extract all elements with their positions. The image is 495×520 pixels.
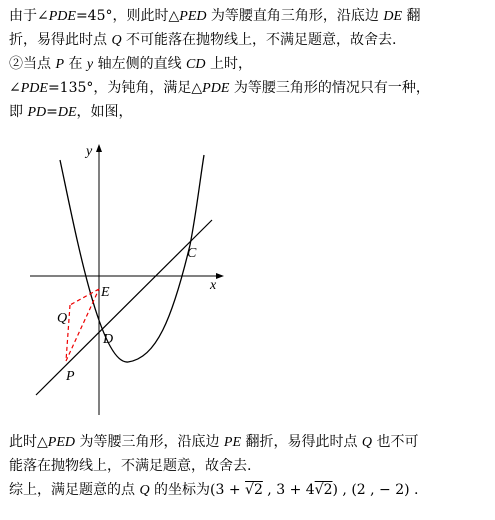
text-line: 能落在抛物线上，不满足题意，故舍去. (9, 458, 252, 474)
answer-point-2: (2 , − 2) (351, 482, 410, 498)
text-line: ②当点 P 在 y 轴左侧的直线 CD 上时， (9, 56, 252, 72)
text-line: ∠PDE=135°，为钝角，满足△PDE 为等腰三角形的情况只有一种， (9, 80, 430, 96)
answer-point-1: (3 + √2 , 3 + 4√2) (210, 482, 338, 498)
text-line: 由于∠PDE=45°，则此时△PED 为等腰直角三角形，沿底边 DE 翻 (9, 8, 421, 24)
sqrt-2: √2 (245, 482, 263, 498)
point-d-label: D (103, 332, 114, 347)
text-line: 折，易得此时点 Q 不可能落在抛物线上，不满足题意，故舍去. (9, 32, 397, 48)
y-axis-label: y (86, 144, 93, 159)
sqrt-2: √2 (314, 482, 333, 498)
text-line: 综上，满足题意的点 Q 的坐标为(3 + √2 , 3 + 4√2) , (2 , − 2) . (9, 482, 419, 498)
point-p-label: P (66, 369, 75, 384)
top-paragraph (9, 4, 489, 124)
text-line: 即 PD=DE，如图， (9, 104, 133, 120)
text-line: 此时△PED 为等腰三角形，沿底边 PE 翻折，易得此时点 Q 也不可 (9, 434, 419, 450)
parabola-figure (30, 140, 240, 420)
x-axis-label: x (210, 278, 217, 293)
point-q-label: Q (57, 311, 68, 326)
x-axis-arrow (216, 273, 224, 279)
fold-construction (66, 289, 99, 361)
conclusion-text: 综上，满足题意的点 Q 的坐标为 (9, 482, 211, 498)
point-c-label: C (187, 246, 197, 261)
bottom-paragraph (9, 430, 489, 502)
point-e-label: E (101, 285, 110, 300)
y-axis-arrow (96, 144, 102, 152)
line-cd (36, 220, 212, 395)
parabola-curve (60, 155, 204, 362)
